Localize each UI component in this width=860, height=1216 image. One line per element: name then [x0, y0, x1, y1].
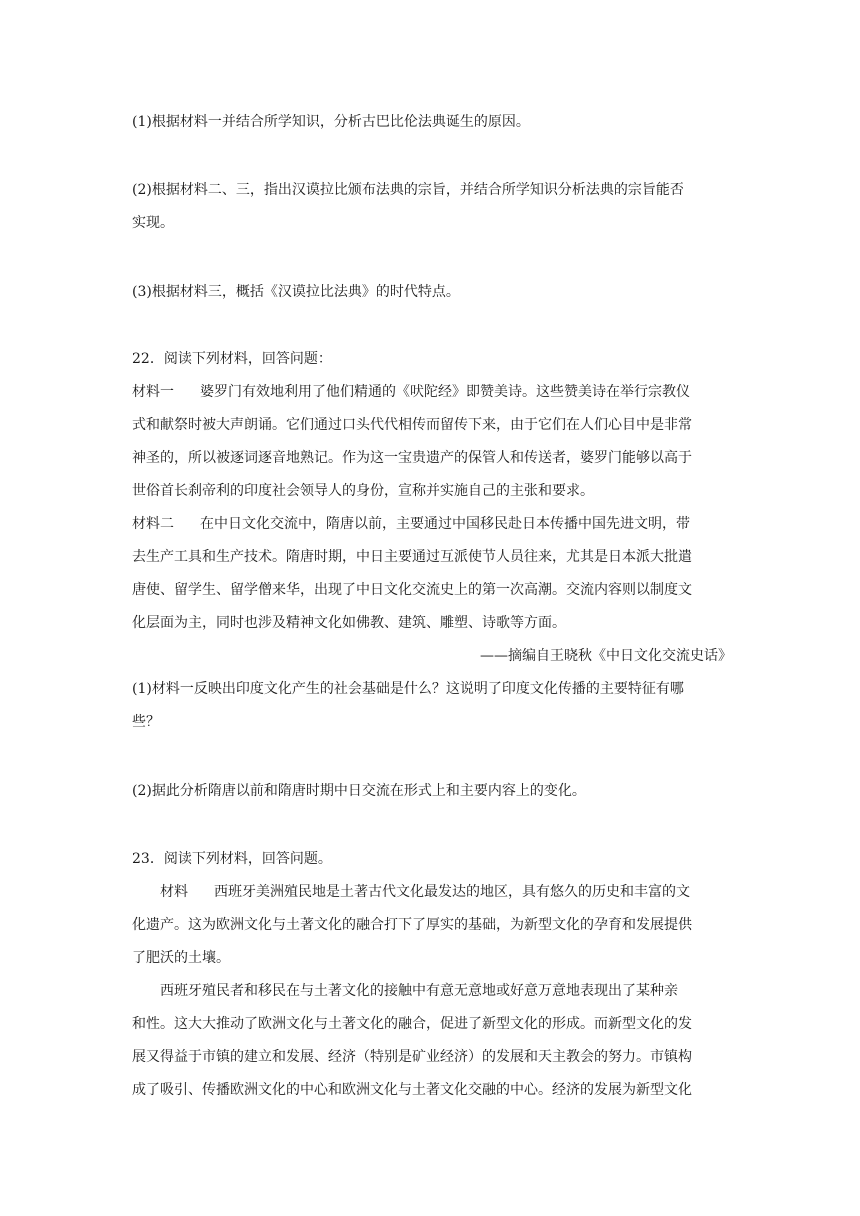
q22-subquestion-1-line-1: (1)材料一反映出印度文化产生的社会基础是什么？这说明了印度文化传播的主要特征有哪 [132, 681, 684, 697]
q23-para1-text: 西班牙美洲殖民地是土著古代文化最发达的地区，具有悠久的历史和丰富的文 [214, 884, 690, 900]
q22-material1-line-4: 世俗首长刹帝利的印度社会领导人的身份，宣称并实施自己的主张和要求。 [132, 483, 594, 499]
q22-subquestion-1-line-2: 些？ [132, 714, 160, 730]
q22-material2-label: 材料二 [132, 516, 174, 532]
q22-material1-line-2: 式和献祭时被大声朗诵。它们通过口头代代相传而留传下来，由于它们在人们心目中是非常 [132, 417, 692, 433]
q22-heading: 22．阅读下列材料，回答问题： [132, 351, 332, 367]
q21-subquestion-1: (1)根据材料一并结合所学知识，分析古巴比伦法典诞生的原因。 [132, 114, 530, 130]
q23-para2-line-1: 西班牙殖民者和移民在与土著文化的接触中有意无意地或好意万意地表现出了某种亲 [160, 983, 678, 999]
q23-material-label: 材料 [160, 884, 188, 900]
q21-subquestion-2-line-2: 实现。 [132, 215, 174, 231]
q22-material2-line-1 [132, 514, 690, 534]
q23-para1-line-3: 了肥沃的土壤。 [132, 950, 230, 966]
q23-para2-line-3: 展又得益于市镇的建立和发展、经济（特别是矿业经济）的发展和天主教会的努力。市镇构 [132, 1049, 692, 1065]
q22-material1-line-3: 神圣的，所以被逐词逐音地熟记。作为这一宝贵遗产的保管人和传送者，婆罗门能够以高于 [132, 450, 692, 466]
q22-source-citation: ——摘编自王晓秋《中日文化交流史话》 [480, 648, 732, 664]
q23-para1-line-1 [132, 882, 690, 902]
q23-para1-line-2: 化遗产。这为欧洲文化与土著文化的融合打下了厚实的基础，为新型文化的孕育和发展提供 [132, 917, 692, 933]
q23-heading: 23．阅读下列材料，回答问题。 [132, 851, 332, 867]
q22-material2-line-2: 去生产工具和生产技术。隋唐时期，中日主要通过互派使节人员往来，尤其是日本派大批遣 [132, 549, 692, 565]
q21-subquestion-3: (3)根据材料三，概括《汉谟拉比法典》的时代特点。 [132, 284, 460, 300]
q23-para2-line-2: 和性。这大大推动了欧洲文化与土著文化的融合，促进了新型文化的形成。而新型文化的发 [132, 1016, 692, 1032]
q22-material1-label: 材料一 [132, 384, 174, 400]
q22-material2-line-3: 唐使、留学生、留学僧来华，出现了中日文化交流史上的第一次高潮。交流内容则以制度文 [132, 582, 692, 598]
q23-para2-line-4: 成了吸引、传播欧洲文化的中心和欧洲文化与土著文化交融的中心。经济的发展为新型文化 [132, 1082, 692, 1098]
q22-material1-text: 婆罗门有效地利用了他们精通的《吠陀经》即赞美诗。这些赞美诗在举行宗教仪 [200, 384, 690, 400]
q22-material2-line-4: 化层面为主，同时也涉及精神文化如佛教、建筑、雕塑、诗歌等方面。 [132, 615, 566, 631]
q22-subquestion-2: (2)据此分析隋唐以前和隋唐时期中日交流在形式上和主要内容上的变化。 [132, 783, 586, 799]
q22-material1-line-1 [132, 382, 690, 402]
q22-material2-text: 在中日文化交流中，隋唐以前，主要通过中国移民赴日本传播中国先进文明，带 [200, 516, 690, 532]
q21-subquestion-2-line-1: (2)根据材料二、三，指出汉谟拉比颁布法典的宗旨，并结合所学知识分析法典的宗旨能否 [132, 182, 684, 198]
